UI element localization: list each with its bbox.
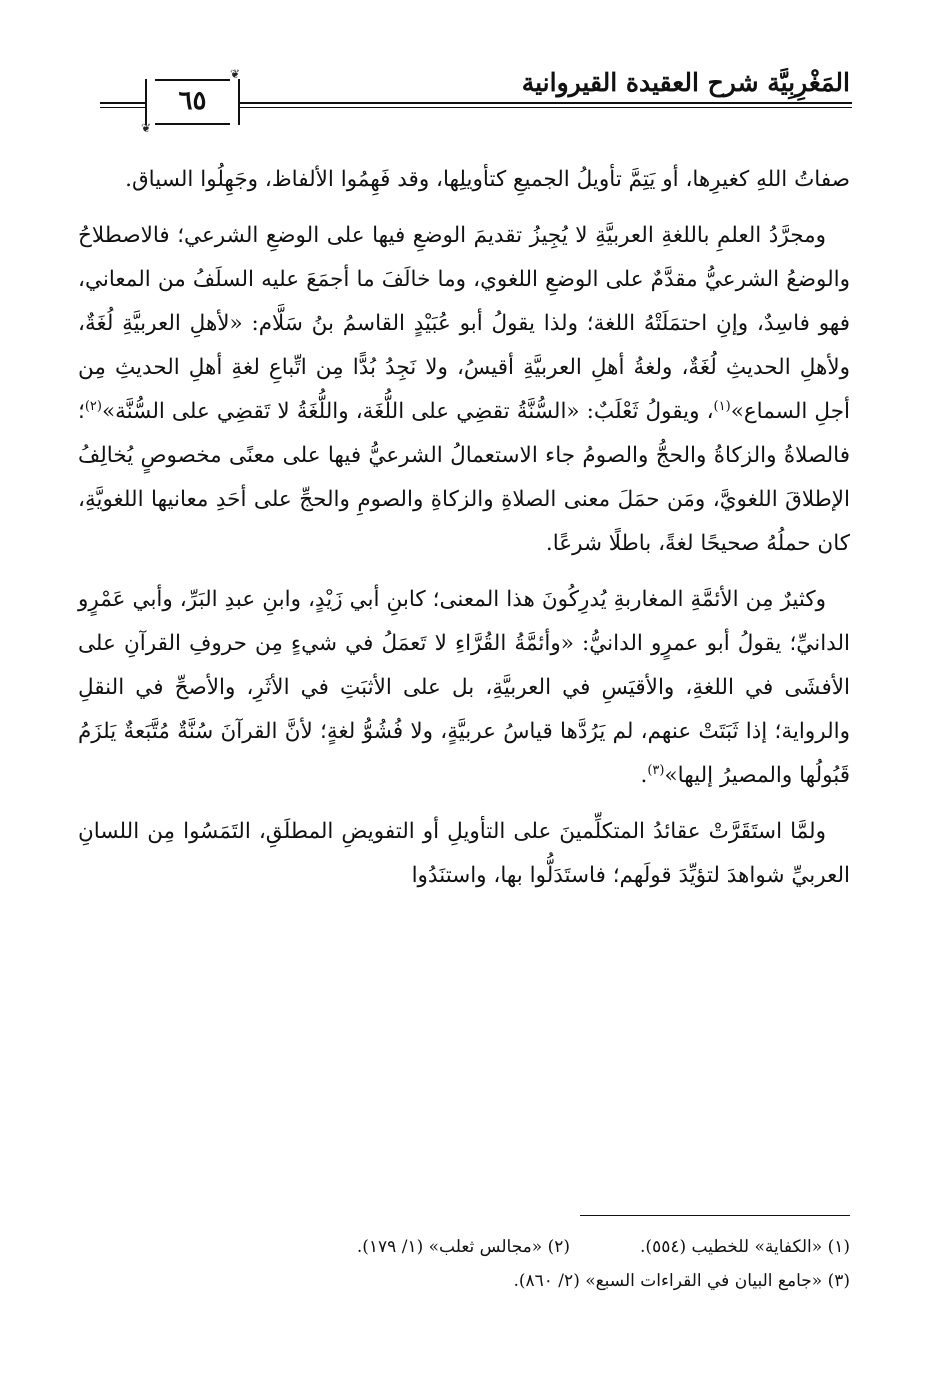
footnotes <box>78 1230 850 1298</box>
main-text <box>78 158 850 910</box>
ornament-icon: ❦ <box>229 67 240 81</box>
footnote-separator <box>580 1215 850 1216</box>
header-rule-left <box>100 102 145 104</box>
text-run: وكثيرٌ مِن الأئمَّةِ المغاربةِ يُدرِكُونَ هذا المعنى؛ كابنِ أبي زَيْدٍ، وابنِ عبدِ البَرِّ، وأبي عَمْرٍو الدانيِّ؛ يقولُ أبو عمرٍو الدانيُّ: «وأئمَّةُ القُرَّاءِ لا تَعمَلُ في شيءٍ مِن حروفِ القرآنِ على الأفشَى في اللغةِ، والأقيَسِ في العربيَّةِ، بل على الأثبَتِ في الأثَرِ، والأصحِّ في النقلِ والرواية؛ إذا ثَبَتَتْ عنهم، لم يَرُدَّها قياسُ عربيَّةٍ، ولا فُشُوُّ لغةٍ؛ لأنَّ القرآنَ سُنَّةٌ مُتَّبَعةٌ يَلزَمُ قَبُولُها والمصيرُ إليها» <box>78 587 850 788</box>
page-number: ٦٥ <box>178 86 207 116</box>
footnote-ref: (١) <box>713 398 731 414</box>
text-run: ؛ فالصلاةُ والزكاةُ والحجُّ والصومُ جاء الاستعمالُ الشرعيُّ فيها على معنًى مخصوصٍ يُخالِفُ الإطلاقَ اللغويَّ، ومَن حمَلَ معنى الصلاةِ والزكاةِ والصومِ والحجِّ على أحَدِ معانيها اللغويَّةِ، كان حملُهُ صحيحًا لغةً، باطلًا شرعًا. <box>78 399 850 556</box>
paragraph <box>78 578 850 798</box>
header-rule-left-thin <box>100 107 145 108</box>
footnote: (١) «الكفاية» للخطيب (٥٥٤). <box>640 1237 850 1257</box>
paragraph: ولمَّا استَقَرَّتْ عقائدُ المتكلِّمينَ على التأويلِ أو التفويضِ المطلَقِ، التَمَسُوا مِن اللسانِ العربيِّ شواهدَ لتؤيِّدَ قولَهم؛ فاستَدَلُّوا بها، واستنَدُوا <box>78 819 850 888</box>
footnote-ref: (٢) <box>84 398 102 414</box>
running-title: المَغْرِبِيَّة شرح العقيدة القيروانية <box>521 68 850 97</box>
footnote-row <box>78 1230 850 1264</box>
page-header <box>100 60 852 135</box>
header-rule-thin <box>240 107 852 108</box>
text-run: ومجرَّدُ العلمِ باللغةِ العربيَّةِ لا يُجِيزُ تقديمَ الوضعِ فيها على الوضعِ الشرعي؛ فالاصطلاحُ والوضعُ الشرعيُّ مقدَّمٌ على الوضعِ اللغوي، وما خالَفَ ما أجمَعَ عليه السلَفُ من المعاني، فهو فاسِدٌ، وإنِ احتمَلَتْهُ اللغة؛ ولذا يقولُ أبو عُبَيْدٍ القاسمُ بنُ سَلَّام: «لأهلِ العربيَّةِ لُغَةٌ، ولأهلِ الحديثِ لُغَةٌ، ولغةُ أهلِ العربيَّةِ أقيسُ، ولا نَجِدُ بُدًّا مِن اتِّباعِ لغةِ أهلِ الحديثِ مِن أجلِ السماع» <box>78 223 850 424</box>
text-run: . <box>640 763 648 788</box>
page-number-frame <box>141 67 240 135</box>
paragraph <box>78 214 850 566</box>
text-run: ، ويقولُ ثَعْلَبٌ: «السُّنَّةُ تقضِي على اللُّغَة، واللُّغَةُ لا تَقضِي على السُّنَّة» <box>101 399 714 424</box>
footnote-ref: (٣) <box>647 762 665 778</box>
footnote: (٢) «مجالس ثعلب» (١/ ١٧٩). <box>356 1237 571 1257</box>
header-rule <box>240 102 852 104</box>
footnote: (٣) «جامع البيان في القراءات السبع» (٢/ ٨٦٠). <box>513 1271 850 1291</box>
ornament-icon: ❦ <box>141 121 152 135</box>
paragraph: صفاتُ اللهِ كغيرِها، أو يَتِمَّ تأويلُ الجميعِ كتأويلِها، وقد فَهِمُوا الألفاظ، وجَهِلُوا السياق. <box>125 167 850 192</box>
